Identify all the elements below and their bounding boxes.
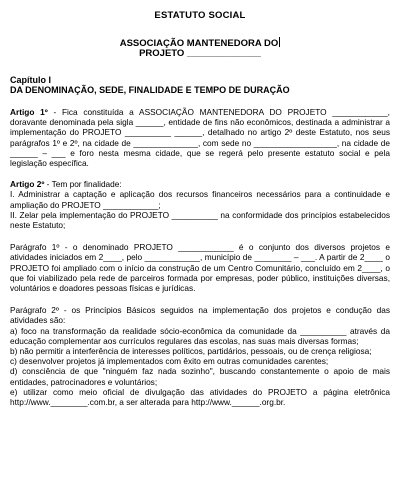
subtitle-line-1: ASSOCIAÇÃO MANTENEDORA DO (119, 38, 279, 49)
chapter-title: DA DENOMINAÇÃO, SEDE, FINALIDADE E TEMPO DE DURAÇÃO (10, 85, 290, 95)
paragraph-2-item-a: a) foco na transformação da realidade sócio-econômica da comunidade da __________ através da educação complementar aos currículos regulares das escolas, nas suas mais diversas formas; (10, 325, 390, 346)
paragraph-1: Parágrafo 1º - o denominado PROJETO ____________ é o conjunto dos diversos projetos e atividades iniciados em 2____, pelo ____________, município de ________ – ___. A partir de 2____ o PROJETO foi ampliado com o início da construção de um Centro Comunitário, concluído em 2____, o que foi viabilizado pela rede de parceiros formada por empresas, poder público, instituições diversas, voluntários e doadores pessoas físicas e jurídicas. (10, 242, 390, 294)
paragraph-2-item-c: c) desenvolver projetos já implementados com êxito em outras comunidades carentes; (10, 356, 329, 367)
paragraph-2-item-e: e) utilizar como meio oficial de divulgação das atividades do PROJETO a página eletrônica http://www.________.com.br, a ser alterada para http://www.______.org.br. (10, 386, 390, 408)
article-1-text: - Fica constituída a ASSOCIAÇÃO MANTENEDORA DO PROJETO ____________, doravante denominada pela sigla ______, entidade de fins não econômicos, destinada a administrar a implementação do PROJETO __________ ______, detalhado no artigo 2º deste Estatuto, nos seus parágrafos 1º e 2º, na cidade de ______________, com sede no __________________, na cidade de ______ – ___ e foro nesta mesma cidade, que se regerá pelo presente estatuto social e pela legislação específica. (10, 107, 390, 169)
chapter-heading (10, 75, 390, 95)
article-1-label: Artigo 1º (10, 107, 48, 117)
paragraph-2-item-d: d) consciência de que "ninguém faz nada sozinho", buscando constantemente o apoio de mais entidades, patrocinadores e voluntários; (10, 366, 390, 387)
article-2-item-2: II. Zelar pela implementação do PROJETO __________ na conformidade dos princípios estabelecidos neste Estatuto; (10, 209, 390, 231)
chapter-label: Capítulo I (10, 75, 51, 85)
subtitle-line-2: PROJETO ______________ (139, 48, 261, 59)
article-2 (10, 179, 390, 189)
paragraph-2-item-b: b) não permitir a interferência de interesses políticos, partidários, pessoais, ou de crença religiosa; (10, 346, 372, 357)
document-title: ESTATUTO SOCIAL (154, 10, 246, 21)
article-2-label: Artigo 2º (10, 179, 45, 190)
article-1 (10, 107, 390, 168)
article-2-item-1: I. Administrar a captação e aplicação dos recursos financeiros necessários para a continuidade e ampliação do PROJETO ____________; (10, 189, 390, 210)
document-subtitle (10, 37, 390, 59)
text-cursor (279, 37, 280, 47)
article-2-intro: - Tem por finalidade: (44, 179, 122, 190)
paragraph-2-intro: Parágrafo 2º - os Princípios Básicos seguidos na implementação dos projetos e condução das atividades são: (10, 305, 390, 326)
